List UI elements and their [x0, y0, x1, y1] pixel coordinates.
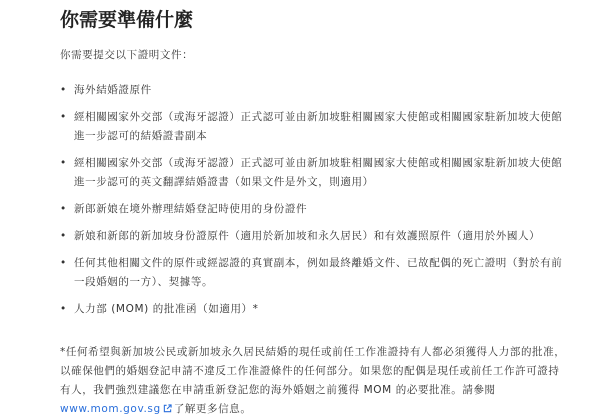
footnote-text: *任何希望與新加坡公民或新加坡永久居民結婚的現任或前任工作准證持有人都必須獲得人力部的批准，以確保他們的婚姻登記申請不違反工作准證條件的任何部分。如果您的配偶是現任或前任工作許可證持有人，我們強烈建議您在申請重新登記您的海外婚姻之前獲得 MOM 的必要批准。請參閱 [60, 346, 566, 396]
list-item [60, 154, 570, 192]
bullet-icon: • [60, 230, 67, 242]
list-item-text: 新郎新娘在境外辦理結婚登記時使用的身份證件 [74, 203, 308, 215]
bullet-icon: • [60, 111, 67, 123]
mom-link-text: www.mom.gov.sg [60, 403, 161, 415]
intro-text: 你需要提交以下證明文件： [60, 49, 194, 61]
bullet-icon: • [60, 303, 67, 315]
bullet-icon: • [60, 157, 67, 169]
footnote [60, 343, 570, 415]
list-item-text: 海外結婚證原件 [74, 84, 152, 96]
bullet-icon: • [60, 84, 67, 96]
list-item-text: 經相關國家外交部（或海牙認證）正式認可並由新加坡駐相關國家大使館或相關國家駐新加坡大使館進一步認可的結婚證書副本 [74, 111, 563, 142]
list-item [60, 108, 570, 146]
external-link-icon[interactable] [163, 401, 172, 410]
mom-website-link[interactable] [60, 403, 161, 415]
list-item-text: 新娘和新郎的新加坡身份證原件（適用於新加坡和永久居民）和有效護照原件（適用於外國人） [74, 230, 541, 242]
page-title: 你需要準備什麼 [60, 9, 194, 31]
list-item-text: 經相關國家外交部（或海牙認證）正式認可並由新加坡駐相關國家大使館或相關國家駐新加坡大使館進一步認可的英文翻譯結婚證書（如果文件是外文，則適用） [74, 157, 563, 188]
bullet-icon: • [60, 203, 67, 215]
list-item [60, 81, 570, 100]
requirements-list [60, 81, 570, 319]
list-item-text: 任何其他相關文件的原件或經認證的真實副本，例如最終離婚文件、已故配偶的死亡證明（對於有前一段婚姻的一方）、契據等。 [74, 257, 563, 288]
bullet-icon: • [60, 257, 67, 269]
list-item-text: 人力部 (MOM) 的批准函（如適用）* [74, 303, 259, 315]
footnote-text-end: 了解更多信息。 [173, 403, 252, 415]
list-item [60, 300, 570, 319]
list-item [60, 200, 570, 219]
list-item [60, 254, 570, 292]
list-item [60, 227, 570, 246]
